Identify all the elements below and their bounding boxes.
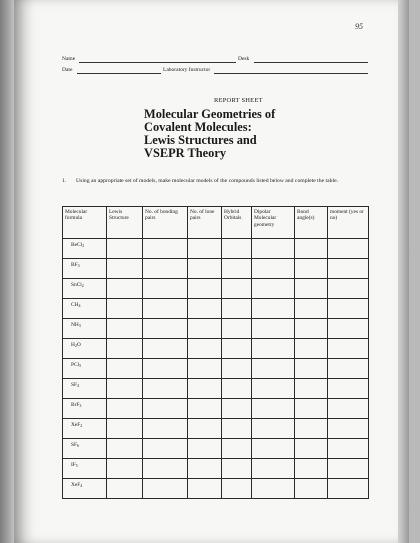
answer-cell[interactable] xyxy=(143,299,188,319)
table-row xyxy=(63,339,369,359)
formula-subscript: 4 xyxy=(77,383,79,388)
formula-subscript: 2 xyxy=(80,423,83,428)
answer-cell[interactable] xyxy=(295,359,328,379)
formula-cell xyxy=(63,279,107,299)
formula-cell xyxy=(63,459,107,479)
answer-cell[interactable] xyxy=(295,339,328,359)
formula-subscript: 6 xyxy=(77,443,79,448)
answer-cell[interactable] xyxy=(107,379,143,399)
answer-cell[interactable] xyxy=(188,479,222,499)
answer-cell[interactable] xyxy=(222,379,252,399)
formula-tail: O xyxy=(76,342,81,348)
answer-cell[interactable] xyxy=(188,299,222,319)
answer-cell[interactable] xyxy=(143,359,188,379)
answer-cell[interactable] xyxy=(107,319,143,339)
answer-cell[interactable] xyxy=(252,299,295,319)
answer-cell[interactable] xyxy=(295,319,328,339)
title-line: Lewis Structures and xyxy=(144,133,257,147)
formula-base: PCl xyxy=(71,362,80,368)
answer-cell[interactable] xyxy=(222,279,252,299)
formula-cell xyxy=(63,399,107,419)
answer-cell[interactable] xyxy=(328,239,369,259)
formula-cell xyxy=(63,359,107,379)
formula-cell xyxy=(63,419,107,439)
column-header: Dipolar Molecular geometry xyxy=(252,207,295,239)
scan-shadow-right xyxy=(398,0,409,543)
column-header: moment (yes or no) xyxy=(328,207,369,239)
formula-cell xyxy=(63,339,107,359)
title-line: Covalent Molecules: xyxy=(144,120,252,134)
column-header: Lewis Structure xyxy=(107,207,143,239)
answer-cell[interactable] xyxy=(295,399,328,419)
date-field[interactable] xyxy=(77,73,161,74)
answer-cell[interactable] xyxy=(295,419,328,439)
answer-cell[interactable] xyxy=(295,439,328,459)
answer-cell[interactable] xyxy=(295,479,328,499)
answer-cell[interactable] xyxy=(222,319,252,339)
formula-cell xyxy=(63,299,107,319)
answer-cell[interactable] xyxy=(328,299,369,319)
formula-cell xyxy=(63,379,107,399)
formula-subscript: 2 xyxy=(82,243,85,248)
answer-cell[interactable] xyxy=(252,479,295,499)
formula-base: XeF xyxy=(71,482,81,488)
answer-cell[interactable] xyxy=(222,239,252,259)
formula-cell xyxy=(63,319,107,339)
answer-cell[interactable] xyxy=(328,319,369,339)
answer-cell[interactable] xyxy=(222,259,252,279)
answer-cell[interactable] xyxy=(107,299,143,319)
answer-cell[interactable] xyxy=(295,379,328,399)
table-row xyxy=(63,239,369,259)
answer-cell[interactable] xyxy=(107,339,143,359)
answer-cell[interactable] xyxy=(188,439,222,459)
answer-cell[interactable] xyxy=(328,339,369,359)
answer-cell[interactable] xyxy=(188,399,222,419)
formula-subscript: 2 xyxy=(81,283,84,288)
answer-cell[interactable] xyxy=(107,459,143,479)
column-header: No. of lone pairs xyxy=(188,207,222,239)
answer-cell[interactable] xyxy=(188,239,222,259)
instruction-text: Using an appropriate set of models, make molecular models of the compounds listed below and complete the table. xyxy=(76,178,339,184)
answer-cell[interactable] xyxy=(143,259,188,279)
answer-cell[interactable] xyxy=(107,239,143,259)
formula-cell xyxy=(63,479,107,499)
answer-cell[interactable] xyxy=(252,259,295,279)
formula-subscript: 3 xyxy=(77,263,80,268)
table-row xyxy=(63,459,369,479)
answer-cell[interactable] xyxy=(295,299,328,319)
title-line: VSEPR Theory xyxy=(144,146,227,160)
table-row xyxy=(63,379,369,399)
answer-cell[interactable] xyxy=(143,319,188,339)
formula-subscript: 2 xyxy=(74,343,77,348)
formula-cell xyxy=(63,239,107,259)
table-row xyxy=(63,399,369,419)
answer-cell[interactable] xyxy=(252,319,295,339)
answer-cell[interactable] xyxy=(143,279,188,299)
answer-cell[interactable] xyxy=(295,239,328,259)
answer-cell[interactable] xyxy=(222,419,252,439)
answer-cell[interactable] xyxy=(107,279,143,299)
formula-subscript: 3 xyxy=(79,403,82,408)
name-label: Name xyxy=(62,56,76,62)
answer-cell[interactable] xyxy=(295,259,328,279)
report-sheet-label: REPORT SHEET xyxy=(214,97,263,104)
formula-base: BrF xyxy=(71,402,80,408)
table-row xyxy=(63,259,369,279)
table-row xyxy=(63,319,369,339)
answer-cell[interactable] xyxy=(252,239,295,259)
answer-cell[interactable] xyxy=(328,359,369,379)
title-line: Molecular Geometries of xyxy=(144,107,276,121)
formula-base: SnCl xyxy=(71,282,82,288)
answer-cell[interactable] xyxy=(252,339,295,359)
report-sheet-page xyxy=(14,0,409,543)
answer-cell[interactable] xyxy=(328,399,369,419)
answer-cell[interactable] xyxy=(328,459,369,479)
table-row xyxy=(63,419,369,439)
answer-cell[interactable] xyxy=(328,279,369,299)
answer-cell[interactable] xyxy=(328,419,369,439)
report-header xyxy=(144,97,374,160)
column-header: Hybrid Orbitals xyxy=(222,207,252,239)
instruction-item xyxy=(62,177,362,185)
answer-cell[interactable] xyxy=(295,459,328,479)
instructor-field[interactable] xyxy=(214,73,368,74)
table-row xyxy=(63,279,369,299)
answer-cell[interactable] xyxy=(328,479,369,499)
column-header: Bond angle(s) xyxy=(295,207,328,239)
answer-cell[interactable] xyxy=(107,399,143,419)
answer-cell[interactable] xyxy=(295,279,328,299)
formula-base: BF xyxy=(71,262,78,268)
molecular-geometry-table xyxy=(62,206,369,499)
formula-cell xyxy=(63,259,107,279)
answer-cell[interactable] xyxy=(143,479,188,499)
answer-cell[interactable] xyxy=(188,319,222,339)
answer-cell[interactable] xyxy=(222,339,252,359)
answer-cell[interactable] xyxy=(222,479,252,499)
answer-cell[interactable] xyxy=(143,419,188,439)
date-label: Date xyxy=(62,67,73,73)
answer-cell[interactable] xyxy=(252,459,295,479)
desk-label: Desk xyxy=(238,56,250,62)
column-header: Molecular formula xyxy=(63,207,107,239)
formula-base: NH xyxy=(71,322,79,328)
table-row xyxy=(63,479,369,499)
formula-subscript: 4 xyxy=(80,483,83,488)
answer-cell[interactable] xyxy=(328,439,369,459)
answer-cell[interactable] xyxy=(188,359,222,379)
table-row xyxy=(63,439,369,459)
answer-cell[interactable] xyxy=(252,359,295,379)
answer-cell[interactable] xyxy=(107,359,143,379)
table-header-row xyxy=(63,207,369,239)
answer-cell[interactable] xyxy=(188,419,222,439)
answer-cell[interactable] xyxy=(188,379,222,399)
answer-cell[interactable] xyxy=(252,379,295,399)
formula-subscript: 5 xyxy=(75,463,78,468)
answer-cell[interactable] xyxy=(222,399,252,419)
formula-base: BeCl xyxy=(71,242,83,248)
answer-cell[interactable] xyxy=(143,439,188,459)
formula-subscript: 3 xyxy=(78,323,81,328)
answer-cell[interactable] xyxy=(222,439,252,459)
answer-cell[interactable] xyxy=(222,359,252,379)
answer-cell[interactable] xyxy=(143,239,188,259)
formula-base: IF xyxy=(71,462,76,468)
answer-cell[interactable] xyxy=(252,399,295,419)
answer-cell[interactable] xyxy=(143,379,188,399)
answer-cell[interactable] xyxy=(188,459,222,479)
formula-base: SF xyxy=(71,382,77,388)
answer-cell[interactable] xyxy=(143,399,188,419)
answer-cell[interactable] xyxy=(107,259,143,279)
instructor-label: Laboratory Instructor xyxy=(163,67,211,73)
answer-cell[interactable] xyxy=(107,419,143,439)
answer-cell[interactable] xyxy=(107,479,143,499)
table-row xyxy=(63,299,369,319)
answer-cell[interactable] xyxy=(328,379,369,399)
answer-cell[interactable] xyxy=(143,459,188,479)
formula-subscript: 5 xyxy=(79,363,82,368)
answer-cell[interactable] xyxy=(252,279,295,299)
answer-cell[interactable] xyxy=(252,419,295,439)
formula-subscript: 4 xyxy=(78,303,81,308)
answer-cell[interactable] xyxy=(328,259,369,279)
answer-cell[interactable] xyxy=(222,299,252,319)
formula-base: H xyxy=(71,342,75,348)
table-row xyxy=(63,359,369,379)
answer-cell[interactable] xyxy=(222,459,252,479)
formula-base: CH xyxy=(71,302,79,308)
answer-cell[interactable] xyxy=(188,259,222,279)
answer-cell[interactable] xyxy=(107,439,143,459)
formula-base: XeF xyxy=(71,422,81,428)
column-header: No. of bonding pairs xyxy=(143,207,188,239)
desk-field[interactable] xyxy=(254,62,368,63)
name-field[interactable] xyxy=(79,62,236,63)
page-title xyxy=(144,108,374,160)
formula-base: SF xyxy=(71,442,77,448)
page-number: 95 xyxy=(355,22,363,31)
instruction-number: 1. xyxy=(62,178,67,184)
answer-cell[interactable] xyxy=(188,279,222,299)
answer-cell[interactable] xyxy=(252,439,295,459)
formula-cell xyxy=(63,439,107,459)
answer-cell[interactable] xyxy=(143,339,188,359)
answer-cell[interactable] xyxy=(188,339,222,359)
